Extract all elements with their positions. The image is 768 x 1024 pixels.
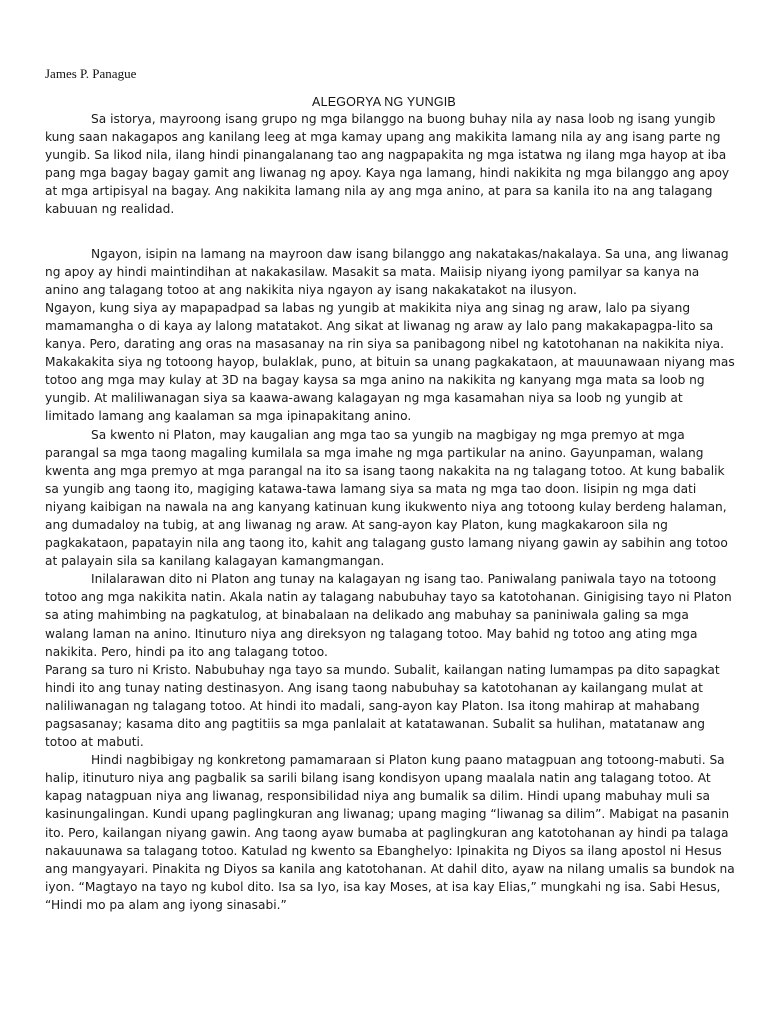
- paragraph-7: Hindi nagbibigay ng konkretong pamamaraan si Platon kung paano matagpuan ang totoong-mabuti. Sa halip, itinuturo niya ang pagbalik sa sarili bilang isang kondisyon upang maalala natin ang talagang totoo. At kapag natagpuan niya ang liwanag, responsibilidad niya ang bumalik sa dilim. Hindi upang mabuhay muli sa kasinungalingan. Kundi upang paglingkuran ang liwanag; upang maging “liwanag sa dilim”. Mabigat na pasanin ito. Pero, kailangan niyang gawin. Ang taong ayaw bumaba at paglingkuran ang katotohanan ay hindi pa talaga nakauunawa sa talagang totoo. Katulad ng kwento sa Ebanghelyo: Ipinakita ng Diyos sa ilang apostol ni Hesus ang mangyayari. Pinakita ng Diyos sa kanila ang katotohanan. At dahil dito, ayaw na nilang umalis sa bundok na iyon. “Magtayo na tayo ng kubol dito. Isa sa Iyo, isa kay Moses, at isa kay Elias,” mungkahi ng isa. Sabi Hesus, “Hindi mo pa alam ang iyong sinasabi.”: [45, 753, 735, 912]
- paragraph-6: Parang sa turo ni Kristo. Nabubuhay nga tayo sa mundo. Subalit, kailangan nating lumampas pa dito sapagkat hindi ito ang tunay nating destinasyon. Ang isang taong nabubuhay sa katotohanan ay kailangang mulat at naliliwanagan ng talagang totoo. At hindi ito madali, sang-ayon kay Platon. Isa itong mahirap at mahabang pagsasanay; kasama dito ang pagtitiis sa mga panlalait at katatawanan. Subalit sa hulihan, matatanaw ang totoo at mabuti.: [45, 662, 720, 750]
- paragraph-2: Ngayon, isipin na lamang na mayroon daw isang bilanggo ang nakatakas/nakalaya. Sa una, ang liwanag ng apoy ay hindi maintindihan at nakakasilaw. Masakit sa mata. Maiisip niyang iyong pamilyar sa kanya na anino ang talagang totoo at ang nakikita niya ngayon ay isang nakakatakot na ilusyon.: [45, 246, 729, 297]
- paragraph-3: Ngayon, kung siya ay mapapadpad sa labas ng yungib at makikita niya ang sinag ng araw, lalo pa siyang mamamangha o di kaya ay lalong matatakot. Ang sikat at liwanag ng araw ay lalo pang makakapagpa-lito sa kanya. Pero, darating ang oras na masasanay na rin siya sa panibagong nibel ng katotohanan na nakikita niya. Makakakita siya ng totoong hayop, bulaklak, puno, at bituin sa unang pagkakataon, at mauunawaan niyang mas totoo ang mga may kulay at 3D na bagay kaysa sa mga anino na nakikita ng kanyang mga mata sa loob ng yungib. At maliliwanagan siya sa kaawa-awang kalagayan ng mga kasamahan niya sa loob ng yungib at limitado lamang ang kaalaman sa mga ipinapakitang anino.: [45, 300, 735, 424]
- paragraph-4: Sa kwento ni Platon, may kaugalian ang mga tao sa yungib na magbigay ng mga premyo at mga parangal sa mga taong magaling kumilala sa mga imahe ng mga partikular na anino. Gayunpaman, walang kwenta ang mga premyo at mga parangal na ito sa isang taong nakakita na ng talagang totoo. At kung babalik sa yungib ang taong ito, magiging katawa-tawa lamang siya sa mata ng mga tao doon. Iisipin ng mga dati niyang kaibigan na nawala na ang kanyang katinuan kung ikukwento niya ang totoong kulay berdeng halaman, ang dumadaloy na tubig, at ang liwanag ng araw. At sang-ayon kay Platon, kung magkakaroon sila ng pagkakataon, papatayin nila ang taong ito, kahit ang talagang gusto lamang niyang gawin ay sabihin ang totoo at palayain sila sa kanilang kalagayan kamangmangan.: [45, 427, 728, 569]
- document-title: ALEGORYA NG YUNGIB: [312, 95, 456, 109]
- author-name: James P. Panague: [45, 66, 137, 81]
- paragraph-1: Sa istorya, mayroong isang grupo ng mga bilanggo na buong buhay nila ay nasa loob ng isang yungib kung saan nakagapos ang kanilang leeg at mga kamay upang ang makikita lamang nila ay ang isang parte ng yungib. Sa likod nila, ilang hindi pinangalanang tao ang nagpapakita ng mga istatwa ng ilang mga hayop at iba pang mga bagay bagay gamit ang liwanag ng apoy. Kaya nga lamang, hindi nakikita ng mga bilanggo ang apoy at mga artipisyal na bagay. Ang nakikita lamang nila ay ang mga anino, at para sa kanila ito na ang talagang kabuuan ng realidad.: [45, 112, 730, 217]
- paragraph-5: Inilalarawan dito ni Platon ang tunay na kalagayan ng isang tao. Paniwalang paniwala tayo na totoong totoo ang mga nakikita natin. Akala natin ay talagang nabubuhay tayo sa katotohanan. Ginigising tayo ni Platon sa ating mahimbing na pagkatulog, at binabalaan na delikado ang mabuhay sa paniniwala galing sa mga walang laman na anino. Itinuturo niya ang direksyon ng talagang totoo. May bahid ng totoo ang ating mga nakikita. Pero, hindi pa ito ang talagang totoo.: [45, 572, 732, 659]
- document-body: [45, 110, 735, 914]
